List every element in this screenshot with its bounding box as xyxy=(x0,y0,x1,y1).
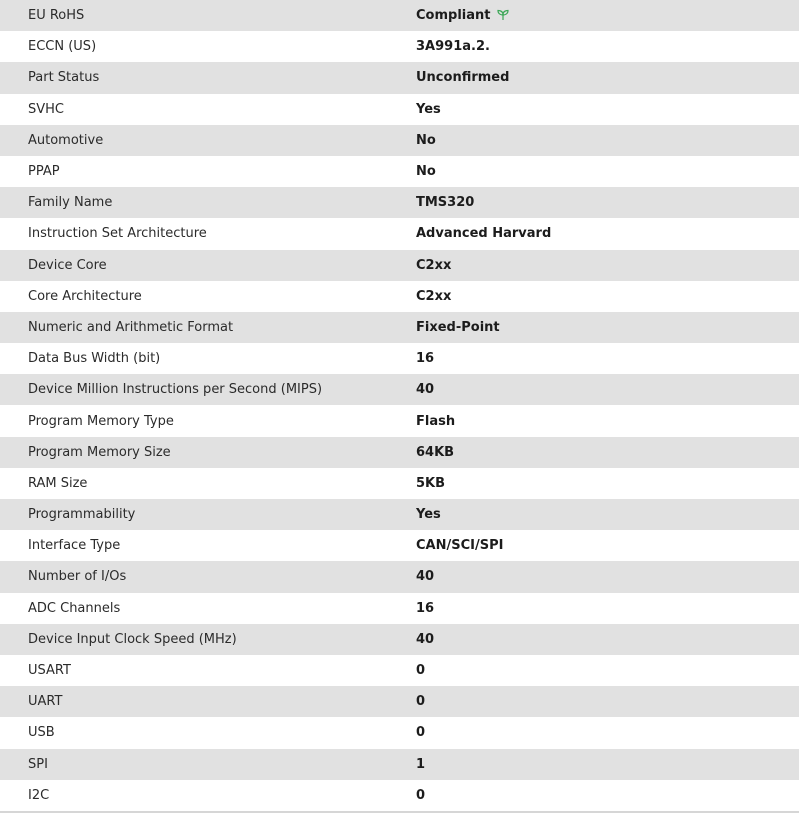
spec-value: Yes xyxy=(416,94,799,125)
spec-value: 3A991a.2. xyxy=(416,31,799,62)
spec-label: Programmability xyxy=(0,499,416,530)
spec-value: 64KB xyxy=(416,437,799,468)
spec-value: 0 xyxy=(416,717,799,748)
spec-value: Compliant xyxy=(416,8,491,24)
spec-label: I2C xyxy=(0,780,416,811)
spec-label: PPAP xyxy=(0,156,416,187)
spec-value: 5KB xyxy=(416,468,799,499)
spec-row-programmability xyxy=(0,499,799,530)
spec-label: Device Million Instructions per Second (MIPS) xyxy=(0,374,416,405)
spec-row-i2c xyxy=(0,780,799,811)
spec-value: 0 xyxy=(416,780,799,811)
leaf-icon xyxy=(496,9,510,21)
spec-value: 16 xyxy=(416,593,799,624)
spec-label: Program Memory Type xyxy=(0,405,416,436)
spec-value: C2xx xyxy=(416,281,799,312)
spec-row-uart xyxy=(0,686,799,717)
spec-value: No xyxy=(416,125,799,156)
spec-row-numeric-format xyxy=(0,312,799,343)
spec-label: Numeric and Arithmetic Format xyxy=(0,312,416,343)
spec-label: ECCN (US) xyxy=(0,31,416,62)
spec-row-program-memory-size xyxy=(0,437,799,468)
spec-label: RAM Size xyxy=(0,468,416,499)
spec-label: Automotive xyxy=(0,125,416,156)
spec-row-ppap xyxy=(0,156,799,187)
spec-value: Flash xyxy=(416,405,799,436)
spec-value: 40 xyxy=(416,624,799,655)
spec-value: Yes xyxy=(416,499,799,530)
spec-value: 0 xyxy=(416,686,799,717)
spec-label: Part Status xyxy=(0,62,416,93)
spec-value: 40 xyxy=(416,561,799,592)
spec-value: CAN/SCI/SPI xyxy=(416,530,799,561)
spec-value-cell xyxy=(416,0,799,31)
spec-row-number-of-ios xyxy=(0,561,799,592)
spec-label: SPI xyxy=(0,749,416,780)
spec-row-interface-type xyxy=(0,530,799,561)
spec-label: Device Core xyxy=(0,250,416,281)
spec-label: USB xyxy=(0,717,416,748)
spec-row-device-core xyxy=(0,250,799,281)
spec-row-part-status xyxy=(0,62,799,93)
spec-value: Fixed-Point xyxy=(416,312,799,343)
spec-label: Core Architecture xyxy=(0,281,416,312)
spec-row-usart xyxy=(0,655,799,686)
spec-label: EU RoHS xyxy=(0,0,416,31)
spec-label: Device Input Clock Speed (MHz) xyxy=(0,624,416,655)
spec-label: Instruction Set Architecture xyxy=(0,218,416,249)
spec-row-adc-channels xyxy=(0,593,799,624)
spec-row-program-memory-type xyxy=(0,405,799,436)
spec-label: SVHC xyxy=(0,94,416,125)
spec-label: UART xyxy=(0,686,416,717)
spec-row-mips xyxy=(0,374,799,405)
spec-row-automotive xyxy=(0,125,799,156)
spec-label: Program Memory Size xyxy=(0,437,416,468)
spec-row-isa xyxy=(0,218,799,249)
spec-row-family-name xyxy=(0,187,799,218)
spec-row-data-bus-width xyxy=(0,343,799,374)
spec-label: ADC Channels xyxy=(0,593,416,624)
spec-value: TMS320 xyxy=(416,187,799,218)
spec-label: Data Bus Width (bit) xyxy=(0,343,416,374)
spec-row-core-architecture xyxy=(0,281,799,312)
spec-row-ram-size xyxy=(0,468,799,499)
spec-row-eu-rohs xyxy=(0,0,799,31)
spec-row-clock-speed xyxy=(0,624,799,655)
spec-value: 1 xyxy=(416,749,799,780)
spec-label: Number of I/Os xyxy=(0,561,416,592)
spec-value: No xyxy=(416,156,799,187)
spec-value: Advanced Harvard xyxy=(416,218,799,249)
spec-row-usb xyxy=(0,717,799,748)
spec-label: USART xyxy=(0,655,416,686)
spec-value: C2xx xyxy=(416,250,799,281)
spec-value: Unconfirmed xyxy=(416,62,799,93)
spec-value: 40 xyxy=(416,374,799,405)
spec-row-svhc xyxy=(0,94,799,125)
spec-row-eccn xyxy=(0,31,799,62)
spec-value: 0 xyxy=(416,655,799,686)
spec-row-spi xyxy=(0,749,799,780)
spec-label: Family Name xyxy=(0,187,416,218)
spec-label: Interface Type xyxy=(0,530,416,561)
spec-value: 16 xyxy=(416,343,799,374)
